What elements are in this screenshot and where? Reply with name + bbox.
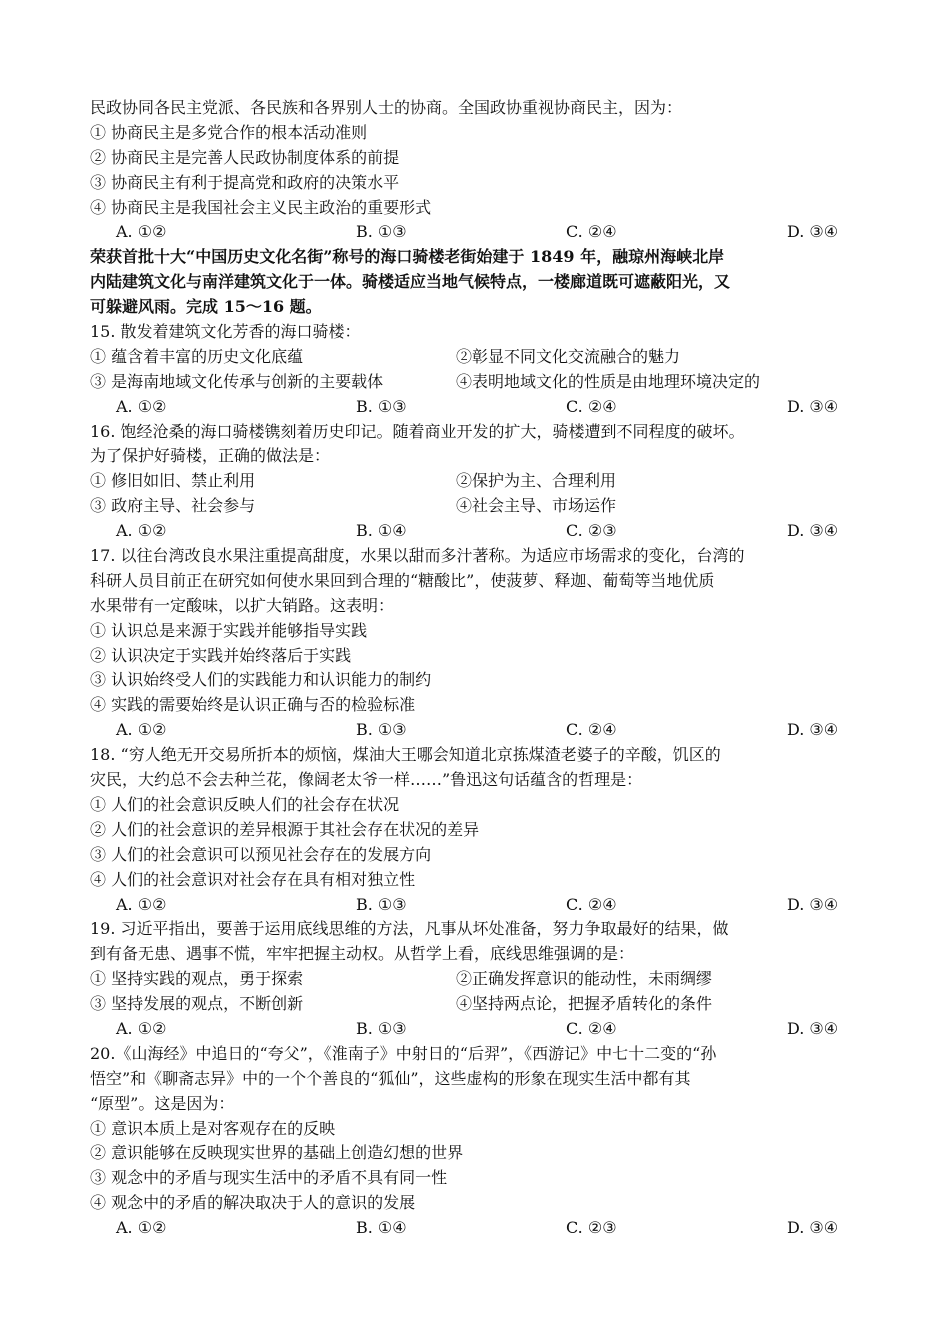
statement-pair [90,370,860,395]
question-text-line: ③ 观念中的矛盾与现实生活中的矛盾不具有同一性 [90,1168,448,1188]
question-text-line: 18. “穷人绝无开交易所折本的烦恼，煤油大王哪会知道北京拣煤渣老婆子的辛酸，饥区的 [90,745,721,765]
answer-option: A. ①② [116,521,167,541]
answer-option: A. ①② [116,894,167,914]
statement-item: ③ 是海南地域文化传承与创新的主要载体 [90,371,384,391]
question-text-line: 灾民，大约总不会去种兰花，像阔老太爷一样……”鲁迅这句话蕴含的哲理是： [90,770,643,790]
answer-option: A. ①② [116,1018,167,1038]
statement-pair [90,469,860,494]
question-text-line: ② 人们的社会意识的差异根源于其社会存在状况的差异 [90,819,480,839]
answer-option: B. ①③ [356,222,407,242]
question-text-line: 15. 散发着建筑文化芳香的海口骑楼： [90,322,361,342]
statement-item: ① 蕴含着丰富的历史文化底蕴 [90,346,304,366]
question-text-line: 民政协同各民主党派、各民族和各界别人士的协商。全国政协重视协商民主，因为： [90,98,683,117]
statement-item: ④坚持两点论，把握矛盾转化的条件 [456,994,713,1014]
statement-pair [90,494,860,519]
question-text-line: ③ 协商民主有利于提高党和政府的决策水平 [90,172,400,192]
question-text-line: 19. 习近平指出，要善于运用底线思维的方法，凡事从坏处准备，努力争取最好的结果，做 [90,919,729,939]
answer-option: B. ①③ [356,396,407,416]
answer-option: C. ②③ [566,1218,617,1238]
question-text-line: ② 意识能够在反映现实世界的基础上创造幻想的世界 [90,1143,464,1163]
answer-option: D. ③④ [787,720,839,740]
answer-option: C. ②④ [566,894,617,914]
answer-options [90,519,860,544]
answer-option: D. ③④ [787,1018,839,1038]
question-text-line: 17. 以往台湾改良水果注重提高甜度，水果以甜而多汁著称。为适应市场需求的变化，台湾的 [90,546,745,566]
statement-pair [90,992,860,1017]
answer-option: C. ②④ [566,222,617,242]
statement-pair [90,345,860,370]
answer-option: C. ②④ [566,396,617,416]
question-text-line: ① 意识本质上是对客观存在的反映 [90,1118,336,1138]
question-text-line: 科研人员目前正在研究如何使水果回到合理的“糖酸比”，使菠萝、释迦、葡萄等当地优质 [90,570,715,590]
question-text-line: ④ 实践的需要始终是认识正确与否的检验标准 [90,695,416,715]
answer-options [90,1216,860,1241]
question-text-line: ③ 认识始终受人们的实践能力和认识能力的制约 [90,670,432,690]
answer-options [90,395,860,420]
statement-item: ②彰显不同文化交流融合的魅力 [456,346,681,366]
answer-option: A. ①② [116,222,167,242]
answer-option: D. ③④ [787,521,839,541]
answer-option: A. ①② [116,396,167,416]
answer-option: D. ③④ [787,1218,839,1238]
question-text-line: 16. 饱经沧桑的海口骑楼镌刻着历史印记。随着商业开发的扩大，骑楼遭到不同程度的破坏。 [90,421,745,441]
statement-item: ③ 坚持发展的观点，不断创新 [90,994,304,1014]
question-text-line: 20.《山海经》中追日的“夸父”，《淮南子》中射日的“后羿”，《西游记》中七十二变的“孙 [90,1043,717,1063]
material-text-line: 可躲避风雨。完成 15～16 题。 [90,297,322,317]
answer-options [90,718,860,743]
answer-option: C. ②④ [566,720,617,740]
statement-item: ②正确发挥意识的能动性，未雨绸缪 [456,969,713,989]
statement-item: ① 坚持实践的观点，勇于探索 [90,969,304,989]
question-text-line: ② 协商民主是完善人民政协制度体系的前提 [90,147,400,167]
answer-options [90,893,860,918]
answer-option: A. ①② [116,720,167,740]
statement-item: ① 修旧如旧、禁止利用 [90,471,256,491]
question-text-line: ② 认识决定于实践并始终落后于实践 [90,645,352,665]
answer-option: B. ①③ [356,894,407,914]
statement-item: ②保护为主、合理利用 [456,471,617,491]
question-text-line: “原型”。这是因为： [90,1093,235,1113]
answer-option: D. ③④ [787,894,839,914]
question-text-line: ① 人们的社会意识反映人们的社会存在状况 [90,794,400,814]
answer-option: B. ①③ [356,1018,407,1038]
statement-pair [90,967,860,992]
answer-options [90,1017,860,1042]
question-text-line: ① 认识总是来源于实践并能够指导实践 [90,620,368,640]
answer-option: A. ①② [116,1218,167,1238]
statement-item: ③ 政府主导、社会参与 [90,496,256,516]
answer-option: D. ③④ [787,396,839,416]
question-text-line: 为了保护好骑楼，正确的做法是： [90,446,331,466]
question-text-line: ④ 人们的社会意识对社会存在具有相对独立性 [90,869,416,889]
answer-option: B. ①④ [356,1218,407,1238]
material-text-line: 荣获首批十大“中国历史文化名街”称号的海口骑楼老街始建于 1849 年，融琼州海峡北岸 [90,247,725,267]
question-text-line: 水果带有一定酸味，以扩大销路。这表明： [90,595,395,615]
statement-item: ④社会主导、市场运作 [456,496,617,516]
answer-option: D. ③④ [787,222,839,242]
question-text-line: ④ 观念中的矛盾的解决取决于人的意识的发展 [90,1193,416,1213]
question-text-line: 悟空”和《聊斋志异》中的一个个善良的“狐仙”，这些虚构的形象在现实生活中都有其 [90,1068,691,1088]
answer-options [90,220,860,245]
statement-item: ④表明地域文化的性质是由地理环境决定的 [456,371,761,391]
question-text-line: ④ 协商民主是我国社会主义民主政治的重要形式 [90,197,432,217]
question-text-line: 到有备无患、遇事不慌，牢牢把握主动权。从哲学上看，底线思维强调的是： [90,944,635,964]
answer-option: B. ①④ [356,521,407,541]
answer-option: B. ①③ [356,720,407,740]
answer-option: C. ②④ [566,1018,617,1038]
material-text-line: 内陆建筑文化与南洋建筑文化于一体。骑楼适应当地气候特点，一楼廊道既可遮蔽阳光，又 [90,272,731,292]
question-text-line: ① 协商民主是多党合作的根本活动准则 [90,122,368,142]
question-text-line: ③ 人们的社会意识可以预见社会存在的发展方向 [90,844,432,864]
answer-option: C. ②③ [566,521,617,541]
